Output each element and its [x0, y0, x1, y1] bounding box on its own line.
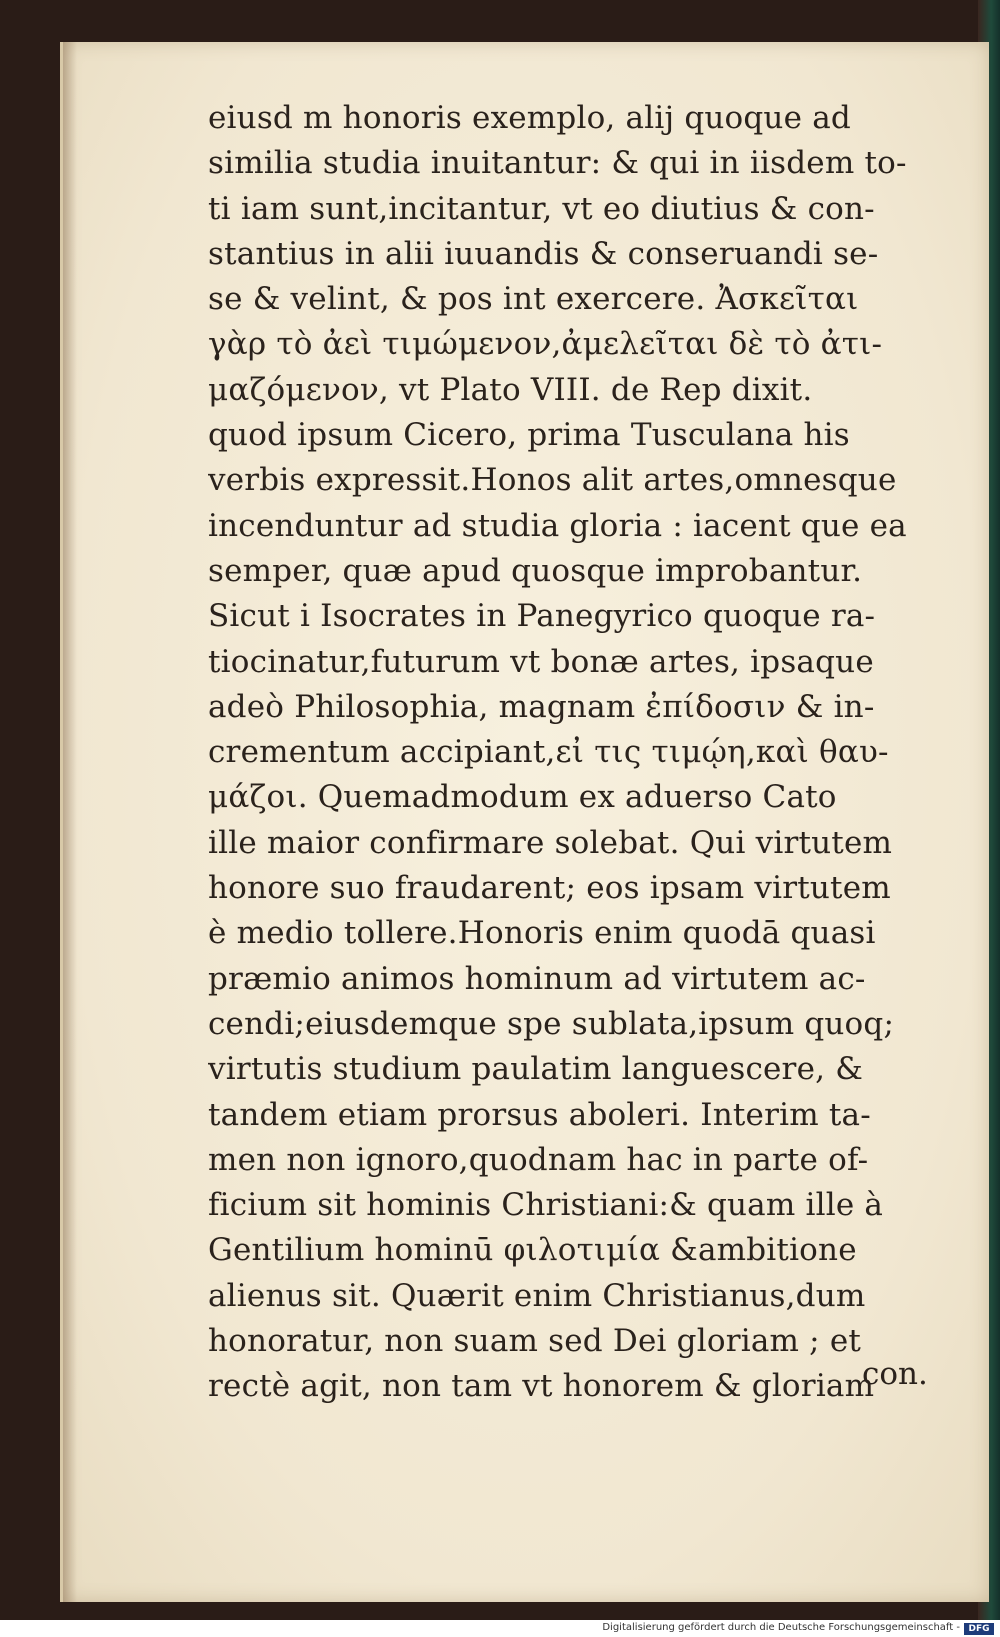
text-line: tiocinatur,futurum vt bonæ artes, ipsaque — [208, 643, 874, 680]
text-line: honore suo fraudarent; eos ipsam virtutem — [208, 870, 891, 907]
text-line: præmio animos hominum ad virtutem ac- — [208, 960, 866, 997]
text-line: stantius in alii iuuandis & conseruandi se- — [208, 235, 879, 272]
text-line: crementum accipiant,εἰ τις τιμῴη,καὶ θαυ- — [208, 734, 889, 771]
text-line: adeò Philosophia, magnam ἐπίδοσιν & in- — [208, 688, 875, 725]
text-line: rectè agit, non tam vt honorem & gloriam — [208, 1368, 875, 1405]
text-line: verbis expressit.Honos alit artes,omnesque — [208, 462, 897, 499]
text-line: ficium sit hominis Christiani:& quam ille à — [208, 1187, 884, 1224]
page-text-block — [208, 96, 928, 1410]
text-line: μαζόμενον, vt Plato VIII. de Rep dixit. — [208, 371, 813, 408]
catchword: con. — [862, 1356, 928, 1392]
text-line: virtutis studium paulatim languescere, & — [208, 1051, 864, 1088]
page-gutter-shadow — [63, 42, 77, 1602]
text-line: eiusd m honoris exemplo, alij quoque ad — [208, 100, 851, 136]
text-line: è medio tollere.Honoris enim quodā quasi — [208, 915, 876, 952]
text-line: tandem etiam prorsus aboleri. Interim ta- — [208, 1096, 871, 1133]
text-line: men non ignoro,quodnam hac in parte of- — [208, 1141, 869, 1178]
text-line: semper, quæ apud quosque improbantur. — [208, 552, 863, 589]
text-line: ti iam sunt,incitantur, vt eo diutius & con- — [208, 190, 875, 227]
text-line: Sicut i Isocrates in Panegyrico quoque ra- — [208, 598, 876, 635]
text-line: ille maior confirmare solebat. Qui virtutem — [208, 824, 893, 861]
text-line: γὰρ τὸ ἀεὶ τιμώμενον,ἀμελεῖται δὲ τὸ ἀτι- — [208, 326, 883, 363]
text-line: incenduntur ad studia gloria : iacent que ea — [208, 507, 907, 544]
text-line: Gentilium hominū φιλοτιμία &ambitione — [208, 1232, 857, 1269]
dfg-logo: DFG — [964, 1623, 994, 1635]
text-line: cendi;eiusdemque spe sublata,ipsum quoq; — [208, 1005, 895, 1042]
text-line: honoratur, non suam sed Dei gloriam ; et — [208, 1323, 862, 1360]
text-line: alienus sit. Quærit enim Christianus,dum — [208, 1277, 866, 1314]
text-line: quod ipsum Cicero, prima Tusculana his — [208, 417, 850, 454]
text-line: se & velint, & pos int exercere. Ἀσκεῖται — [208, 281, 859, 318]
digitization-credit: Digitalisierung gefördert durch die Deutsche Forschungsgemeinschaft - — [602, 1622, 960, 1633]
text-line: similia studia inuitantur: & qui in iisdem to- — [208, 145, 907, 182]
text-line: μάζοι. Quemadmodum ex aduerso Cato — [208, 779, 837, 816]
